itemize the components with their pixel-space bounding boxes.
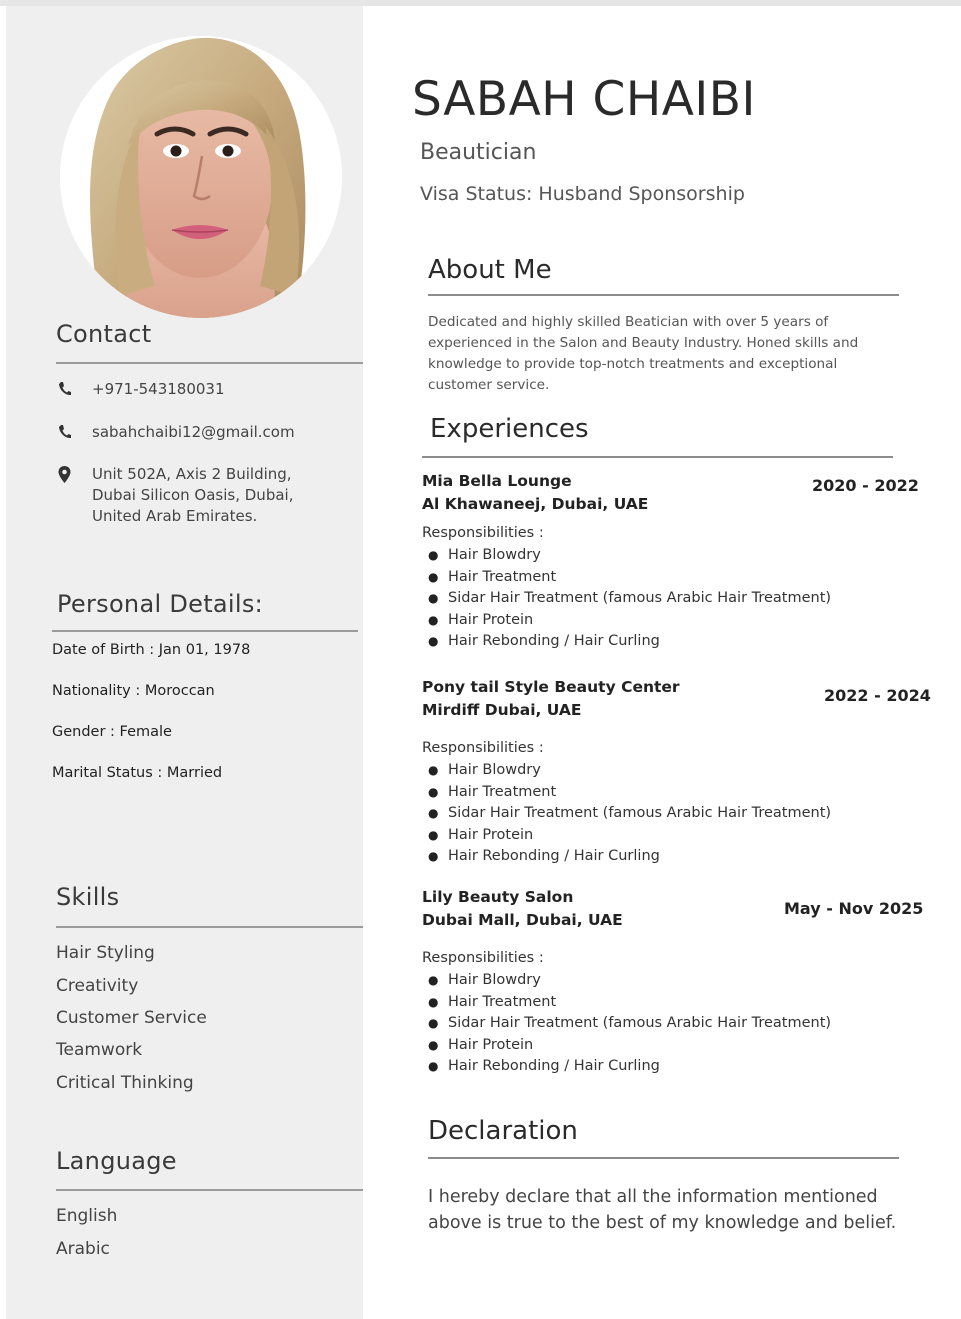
dob-item: Date of Birth : Jan 01, 1978 <box>52 642 251 658</box>
job-location: Dubai Mall, Dubai, UAE <box>422 911 623 929</box>
job-dates: 2020 - 2022 <box>812 476 919 495</box>
job-company: Lily Beauty Salon <box>422 888 574 906</box>
job-company: Mia Bella Lounge <box>422 472 572 490</box>
declaration-divider <box>428 1157 899 1159</box>
language-item: English <box>56 1206 118 1226</box>
visa-status: Visa Status: Husband Sponsorship <box>420 183 745 205</box>
responsibility-text: Hair Rebonding / Hair Curling <box>448 848 660 865</box>
experiences-heading: Experiences <box>430 414 589 444</box>
list-item: ● Hair Rebonding / Hair Curling <box>428 1056 831 1078</box>
candidate-name: SABAH CHAIBI <box>412 72 756 127</box>
about-text <box>428 312 898 396</box>
address-line-1: Unit 502A, Axis 2 Building, <box>92 465 292 483</box>
skill-item: Customer Service <box>56 1008 207 1028</box>
phone-icon <box>56 379 92 397</box>
profile-photo-illustration <box>60 36 342 318</box>
about-line: experienced in the Salon and Beauty Industry. Honed skills and <box>428 335 859 351</box>
profile-photo <box>60 36 342 318</box>
responsibility-text: Sidar Hair Treatment (famous Arabic Hair Treatment) <box>448 590 832 607</box>
responsibility-text: Hair Blowdry <box>448 972 541 988</box>
skill-item: Critical Thinking <box>56 1073 194 1093</box>
list-item: ● Hair Blowdry <box>428 970 831 992</box>
contact-heading: Contact <box>56 320 152 348</box>
responsibility-text: Hair Rebonding / Hair Curling <box>448 1058 660 1075</box>
language-divider <box>56 1189 363 1191</box>
about-line: customer service. <box>428 377 550 393</box>
responsibilities-label: Responsibilities : <box>422 950 544 966</box>
location-pin-icon <box>56 464 92 482</box>
skill-item: Hair Styling <box>56 943 155 963</box>
list-item: ● Hair Blowdry <box>428 760 831 782</box>
responsibility-text: Hair Treatment <box>448 993 557 1010</box>
list-item: ● Hair Protein <box>428 1035 831 1057</box>
list-item: ● Sidar Hair Treatment (famous Arabic Hair Treatment) <box>428 803 831 825</box>
job-dates: May - Nov 2025 <box>784 899 924 918</box>
responsibility-text: Hair Blowdry <box>448 762 541 778</box>
responsibility-text: Sidar Hair Treatment (famous Arabic Hair Treatment) <box>448 1015 832 1032</box>
phone-icon <box>56 422 92 440</box>
skill-item: Teamwork <box>56 1040 143 1060</box>
phone-text[interactable]: +971-543180031 <box>92 380 225 398</box>
contact-address <box>56 464 346 527</box>
declaration-line: I hereby declare that all the information mentioned <box>428 1187 878 1207</box>
contact-email <box>56 422 346 443</box>
marital-status-item: Marital Status : Married <box>52 765 223 781</box>
list-item: ● Sidar Hair Treatment (famous Arabic Hair Treatment) <box>428 588 831 610</box>
gender-item: Gender : Female <box>52 724 172 740</box>
list-item: ● Hair Treatment <box>428 782 831 804</box>
about-line: knowledge to provide top-notch treatments and exceptional <box>428 356 838 372</box>
declaration-line: above is true to the best of my knowledge and belief. <box>428 1213 897 1233</box>
email-text[interactable]: sabahchaibi12@gmail.com <box>92 423 295 441</box>
contact-divider <box>56 362 363 364</box>
about-heading: About Me <box>428 255 552 285</box>
language-heading: Language <box>56 1147 177 1175</box>
address-line-2: Dubai Silicon Oasis, Dubai, <box>92 486 294 504</box>
job-location: Mirdiff Dubai, UAE <box>422 701 582 719</box>
skills-divider <box>56 926 363 928</box>
responsibility-text: Hair Rebonding / Hair Curling <box>448 633 660 650</box>
responsibilities-list <box>428 970 831 1078</box>
list-item: ● Hair Rebonding / Hair Curling <box>428 631 831 653</box>
responsibility-text: Hair Treatment <box>448 783 557 800</box>
list-item: ● Hair Protein <box>428 825 831 847</box>
about-divider <box>428 294 899 296</box>
list-item: ● Sidar Hair Treatment (famous Arabic Hair Treatment) <box>428 1013 831 1035</box>
address-text <box>92 464 293 527</box>
skills-heading: Skills <box>56 883 120 911</box>
list-item: ● Hair Blowdry <box>428 545 831 567</box>
experiences-divider <box>422 456 893 458</box>
job-location: Al Khawaneej, Dubai, UAE <box>422 495 649 513</box>
responsibilities-list <box>428 760 831 868</box>
declaration-text <box>428 1184 898 1236</box>
address-line-3: United Arab Emirates. <box>92 507 258 525</box>
list-item: ● Hair Rebonding / Hair Curling <box>428 846 831 868</box>
list-item: ● Hair Treatment <box>428 992 831 1014</box>
nationality-item: Nationality : Moroccan <box>52 683 215 699</box>
personal-details-divider <box>52 630 358 632</box>
responsibilities-label: Responsibilities : <box>422 525 544 541</box>
job-company: Pony tail Style Beauty Center <box>422 678 680 696</box>
responsibility-text: Hair Protein <box>448 826 534 843</box>
responsibilities-label: Responsibilities : <box>422 740 544 756</box>
list-item: ● Hair Protein <box>428 610 831 632</box>
list-item: ● Hair Treatment <box>428 567 831 589</box>
personal-details-heading: Personal Details: <box>57 590 264 618</box>
contact-phone <box>56 379 346 400</box>
responsibility-text: Hair Blowdry <box>448 547 541 563</box>
responsibility-text: Sidar Hair Treatment (famous Arabic Hair Treatment) <box>448 805 832 822</box>
declaration-heading: Declaration <box>428 1116 578 1146</box>
responsibility-text: Hair Protein <box>448 1036 534 1053</box>
responsibilities-list <box>428 545 831 653</box>
about-line: Dedicated and highly skilled Beatician with over 5 years of <box>428 314 829 330</box>
job-dates: 2022 - 2024 <box>824 686 931 705</box>
responsibility-text: Hair Protein <box>448 611 534 628</box>
language-item: Arabic <box>56 1239 110 1259</box>
job-title: Beautician <box>420 140 537 165</box>
skill-item: Creativity <box>56 976 139 996</box>
responsibility-text: Hair Treatment <box>448 568 557 585</box>
